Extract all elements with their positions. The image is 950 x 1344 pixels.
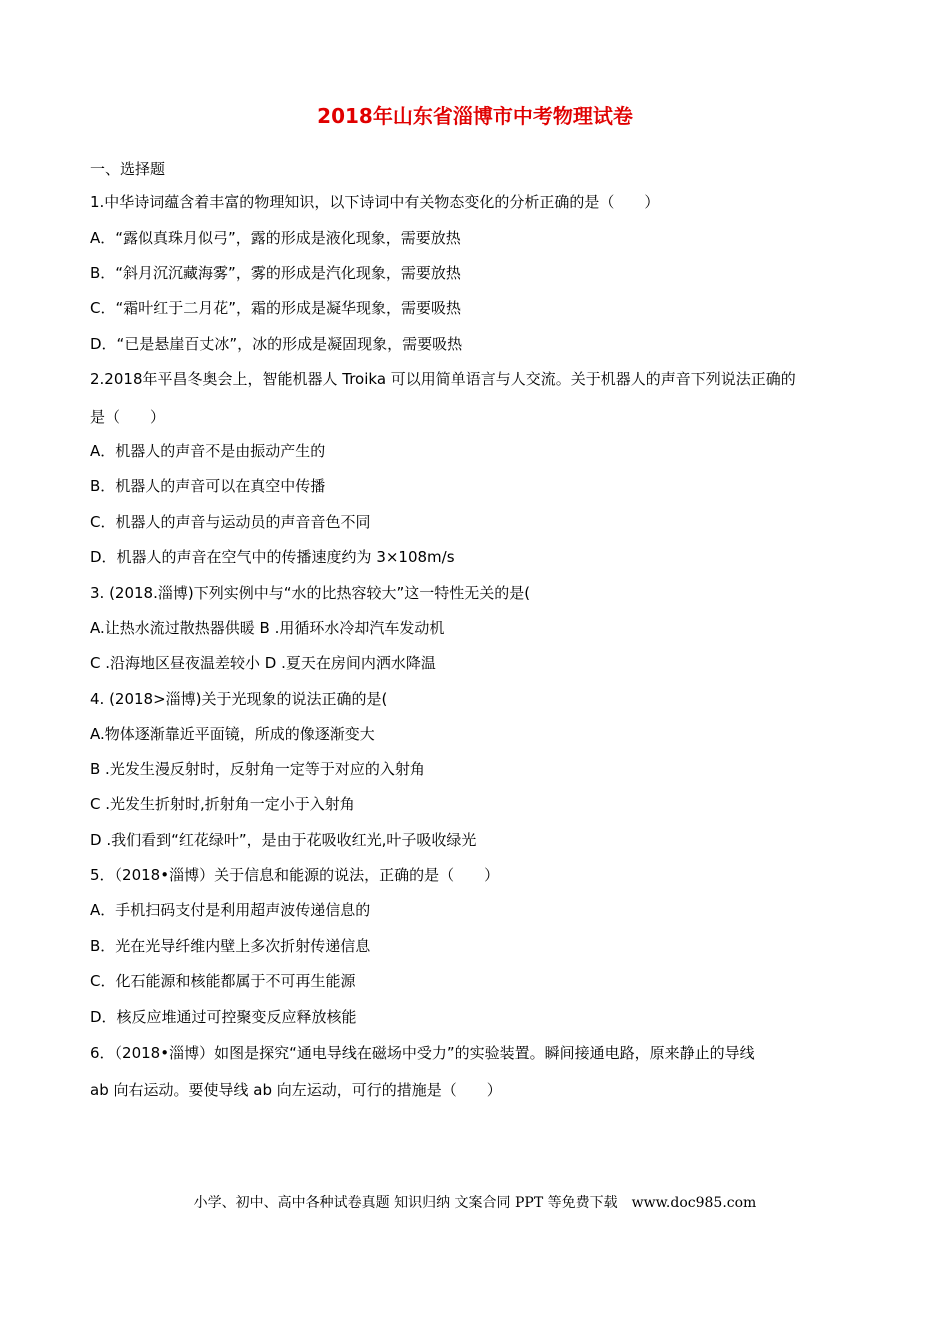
question-4-option-c: C .光发生折射时,折射角一定小于入射角	[90, 795, 355, 813]
question-5-option-d: D．核反应堆通过可控聚变反应释放核能	[90, 1008, 357, 1026]
question-2-stem-cont: 是（ ）	[90, 408, 166, 426]
question-1-option-c: C．“霜叶红于二月花”，霜的形成是凝华现象，需要吸热	[90, 299, 462, 317]
section-heading: 一、选择题	[90, 160, 166, 178]
question-6-stem: 6．（2018•淄博）如图是探究“通电导线在磁场中受力”的实验装置。瞬间接通电路，原来静止的导线	[90, 1044, 755, 1062]
question-6-stem-cont: ab 向右运动。要使导线 ab 向左运动，可行的措施是（ ）	[90, 1081, 502, 1099]
question-4-option-d: D .我们看到“红花绿叶”，是由于花吸收红光,叶子吸收绿光	[90, 831, 477, 849]
question-1-option-b: B．“斜月沉沉藏海雾”，雾的形成是汽化现象，需要放热	[90, 264, 461, 282]
question-3-stem: 3. (2018.淄博)下列实例中与“水的比热容较大”这一特性无关的是(	[90, 584, 531, 602]
question-1-option-d: D．“已是悬崖百丈冰”，冰的形成是凝固现象，需要吸热	[90, 335, 463, 353]
question-5-stem: 5．（2018•淄博）关于信息和能源的说法，正确的是（ ）	[90, 866, 500, 884]
question-2-option-c: C．机器人的声音与运动员的声音音色不同	[90, 513, 371, 531]
question-5-option-b: B．光在光导纤维内壁上多次折射传递信息	[90, 937, 371, 955]
question-4-stem: 4. (2018>淄博)关于光现象的说法正确的是(	[90, 690, 388, 708]
question-5-option-a: A．手机扫码支付是利用超声波传递信息的	[90, 901, 371, 919]
question-1-option-a: A．“露似真珠月似弓”，露的形成是液化现象，需要放热	[90, 229, 461, 247]
question-4-option-b: B .光发生漫反射时，反射角一定等于对应的入射角	[90, 760, 425, 778]
question-3-options-cd: C .沿海地区昼夜温差较小 D .夏天在房间内洒水降温	[90, 654, 436, 672]
question-4-option-a: A.物体逐渐靠近平面镜，所成的像逐渐变大	[90, 725, 375, 743]
page-footer: 小学、初中、高中各种试卷真题 知识归纳 文案合同 PPT 等免费下载 www.doc985.com	[193, 1195, 757, 1211]
question-2-option-a: A．机器人的声音不是由振动产生的	[90, 442, 326, 460]
question-3-options-ab: A.让热水流过散热器供暖 B .用循环水冷却汽车发动机	[90, 619, 445, 637]
question-2-option-d: D．机器人的声音在空气中的传播速度约为 3×108m/s	[90, 548, 455, 566]
question-2-stem: 2.2018年平昌冬奥会上，智能机器人 Troika 可以用简单语言与人交流。关于机器人的声音下列说法正确的	[90, 370, 796, 388]
document-title: 2018年山东省淄博市中考物理试卷	[317, 104, 633, 128]
question-1-stem: 1.中华诗词蕴含着丰富的物理知识，以下诗词中有关物态变化的分析正确的是（ ）	[90, 193, 660, 211]
question-5-option-c: C．化石能源和核能都属于不可再生能源	[90, 972, 356, 990]
question-2-option-b: B．机器人的声音可以在真空中传播	[90, 477, 326, 495]
